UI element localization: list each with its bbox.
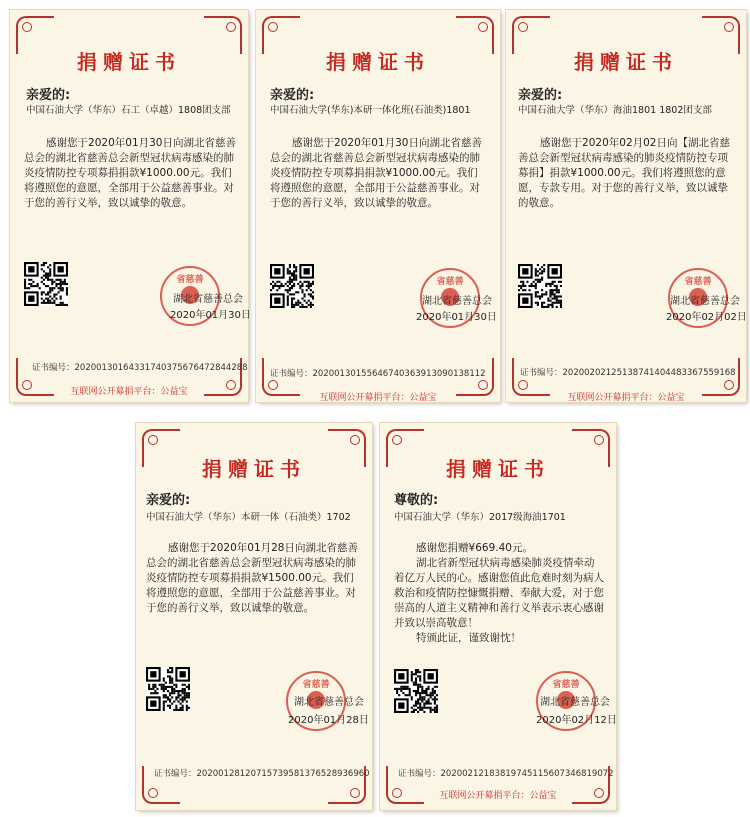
seal-text: 省慈善 [436,277,464,287]
issue-date: 2020年01月30日 [416,312,497,323]
issuing-organization: 湖北省慈善总会 [540,697,610,708]
qr-code-graphic [24,262,68,306]
certificate-title: 捐赠证书 [202,457,306,481]
certificate-body [24,136,238,211]
fundraising-platform: 互联网公开募捐平台：公益宝 [567,393,685,403]
certificate-number: 证书编号：20200128120715739581376528936960 [154,769,370,779]
issuing-organization: 湖北省慈善总会 [173,294,243,305]
certificate-number: 证书编号：20200212183819745115607346819072 [398,769,614,779]
body-text: 感谢您捐赠¥669.40元。 [416,542,533,554]
body-text: 感谢您于2020年01月28日向湖北省慈善总会的湖北省慈善总会新型冠状病毒感染的肺炎疫情防控专项募捐捐款¥1500.00元。我们将遵照您的意愿，全部用于公益慈善事业。对于您的善行义举，致以诚挚的敬意。 [146,542,358,614]
certificate-title: 捐赠证书 [574,50,678,74]
qr-code-graphic [146,667,190,711]
fundraising-platform: 互联网公开募捐平台：公益宝 [319,393,437,403]
fundraising-platform: 互联网公开募捐平台：公益宝 [70,387,188,397]
issuing-organization: 湖北省慈善总会 [294,697,364,708]
certificate-title: 捐赠证书 [326,50,430,74]
certificate-body [270,136,488,211]
qr-code[interactable] [270,264,314,308]
body-paragraph: 湖北省新型冠状病毒感染肺炎疫情牵动着亿万人民的心。感谢您值此危难时刻为病人救治和疫情防控慷慨捐赠、奉献大爱，对于您崇高的人道主义精神和善行义举表示衷心感谢并致以崇高敬意！ [394,557,604,629]
certificate-3 [506,10,746,402]
body-text: 感谢您于2020年01月30日向湖北省慈善总会的湖北省慈善总会新型冠状病毒感染的肺炎疫情防控专项募捐捐款¥1000.00元。我们将遵照您的意愿，全部用于公益慈善事业。对于您的善行义举，致以诚挚的敬意。 [24,137,236,209]
certificate-5 [380,423,616,810]
certificate-4 [136,423,372,810]
qr-code[interactable] [394,669,438,713]
body-text: 感谢您于2020年02月02日向【湖北省慈善总会新型冠状病毒感染的肺炎疫情防控专项募捐】捐款¥1000.00元。我们将遵照您的意愿，专款专用。对于您的善行义举，致以诚挚的敬意。 [518,137,730,209]
certificate-2 [256,10,500,402]
seal-text: 省慈善 [552,680,580,690]
certificate-body [394,541,604,646]
greeting: 亲爱的: [146,493,191,508]
seal-text: 省慈善 [176,275,204,285]
issuing-organization: 湖北省慈善总会 [670,296,740,307]
qr-code[interactable] [518,264,562,308]
greeting: 尊敬的: [394,493,439,508]
certificate-number: 证书编号：20200202125138741404483367559168 [520,368,736,378]
issue-date: 2020年02月12日 [536,715,617,726]
issue-date: 2020年01月28日 [288,715,369,726]
certificate-title: 捐赠证书 [446,457,550,481]
certificate-number: 证书编号：20200130164331740375676472844288 [32,363,248,373]
issue-date: 2020年02月02日 [666,312,747,323]
recipient: 中国石油大学（华东）海油1801 1802团支部 [518,105,712,116]
qr-code[interactable] [24,262,68,306]
certificate-title: 捐赠证书 [77,50,181,74]
greeting: 亲爱的: [26,88,71,103]
issue-date: 2020年01月30日 [170,310,251,321]
qr-code[interactable] [146,667,190,711]
recipient: 中国石油大学（华东）2017级海油1701 [394,512,566,523]
body-closing: 特颁此证，谨致谢忱！ [416,632,522,644]
certificate-1 [10,10,251,402]
recipient: 中国石油大学（华东）本研一体（石油类）1702 [146,512,351,523]
certificate-body [518,136,734,211]
greeting: 亲爱的: [270,88,315,103]
seal-text: 省慈善 [684,277,712,287]
certificate-body [146,541,362,616]
recipient: 中国石油大学（华东）石工（卓越）1808团支部 [26,105,231,116]
certificate-number: 证书编号：20200130155646740363913090138112 [270,369,486,379]
fundraising-platform: 互联网公开募捐平台：公益宝 [439,791,557,801]
body-text: 感谢您于2020年01月30日向湖北省慈善总会的湖北省慈善总会新型冠状病毒感染的肺炎疫情防控专项募捐捐款¥1000.00元。我们将遵照您的意愿，全部用于公益慈善事业。对于您的善行义举，致以诚挚的敬意。 [270,137,482,209]
qr-code-graphic [394,669,438,713]
qr-code-graphic [518,264,562,308]
issuing-organization: 湖北省慈善总会 [422,296,492,307]
seal-text: 省慈善 [302,680,330,690]
qr-code-graphic [270,264,314,308]
recipient: 中国石油大学(华东)本研一体化班(石油类)1801 [270,105,471,116]
greeting: 亲爱的: [518,88,563,103]
